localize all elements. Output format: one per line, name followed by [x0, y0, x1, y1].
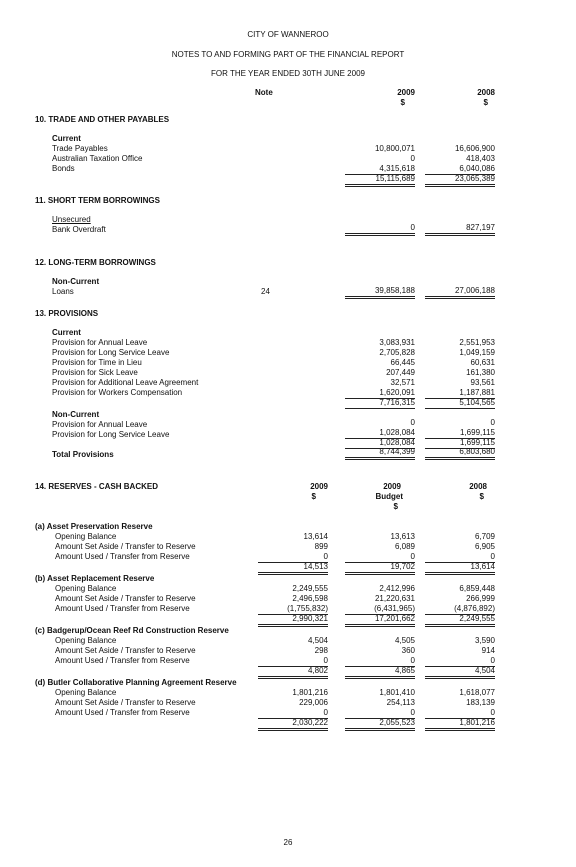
- s10-row-2008: 6,040,086: [425, 164, 495, 175]
- col-2009-unit: $: [400, 98, 405, 107]
- s12-row-2009: 39,858,188: [345, 286, 415, 299]
- col-note-header: Note: [255, 88, 273, 97]
- s14-row-actual: 0: [258, 708, 328, 719]
- s14-row-actual: 2,496,598: [292, 594, 328, 603]
- s14-group-total-actual: 4,802: [258, 666, 328, 679]
- s13-current-row-label: Provision for Annual Leave: [52, 338, 148, 347]
- s14-row-prior: 0: [425, 708, 495, 719]
- page-number: 26: [283, 838, 293, 847]
- s14-group-total-prior: 4,504: [425, 666, 495, 679]
- s14-row-budget: 4,505: [394, 636, 415, 645]
- s10-row-2008: 16,606,900: [454, 144, 495, 153]
- s14-row-budget: 6,089: [394, 542, 415, 551]
- s14-row-budget: 360: [401, 646, 415, 655]
- s14-row-label: Amount Set Aside / Transfer to Reserve: [55, 698, 196, 707]
- s14-row-actual: 298: [314, 646, 328, 655]
- s14-group-total-actual: 14,513: [258, 562, 328, 575]
- s10-row-2009: 0: [410, 154, 415, 163]
- report-org: CITY OF WANNEROO: [247, 30, 329, 39]
- s11-row-label: Bank Overdraft: [52, 225, 106, 234]
- s13-noncurrent-row-2008: 0: [490, 418, 495, 427]
- s14-row-prior: 183,139: [466, 698, 495, 707]
- col-2008-unit: $: [483, 98, 488, 107]
- s13-current-row-2009: 32,571: [390, 378, 415, 387]
- s13-total-2009: 8,744,399: [345, 447, 415, 460]
- s13-current-row-label: Provision for Long Service Leave: [52, 348, 170, 357]
- s14-group-total-budget: 4,865: [345, 666, 415, 679]
- s14-row-label: Amount Set Aside / Transfer to Reserve: [55, 646, 196, 655]
- s14-row-label: Opening Balance: [55, 688, 117, 697]
- s13-total-2008: 6,803,680: [425, 447, 495, 460]
- s14-row-prior: 0: [425, 552, 495, 563]
- s14-row-budget: 13,613: [390, 532, 415, 541]
- s14-row-budget: 21,220,631: [374, 594, 415, 603]
- report-title: NOTES TO AND FORMING PART OF THE FINANCIAL REPORT: [171, 50, 405, 59]
- s10-row-2008: 418,403: [466, 154, 495, 163]
- col-2008-header: 2008: [477, 88, 495, 97]
- s14-col-budget: Budget: [375, 492, 403, 501]
- s14-group-total-budget: 17,201,662: [345, 614, 415, 627]
- s10-row-label: Trade Payables: [52, 144, 108, 153]
- section-11-title: 11. SHORT TERM BORROWINGS: [35, 196, 160, 205]
- s14-row-prior: 0: [425, 656, 495, 667]
- s13-current-row-label: Provision for Additional Leave Agreement: [52, 378, 199, 387]
- s14-group-total-actual: 2,030,222: [258, 718, 328, 731]
- s14-group-total-actual: 2,990,321: [258, 614, 328, 627]
- s11-row-2009: 0: [345, 223, 415, 236]
- s14-row-budget: 0: [345, 552, 415, 563]
- s13-current-row-2008: 60,631: [470, 358, 495, 367]
- s14-row-actual: 2,249,555: [292, 584, 328, 593]
- s13-current-total-2008: 5,104,565: [425, 398, 495, 409]
- s11-row-2008: 827,197: [425, 223, 495, 236]
- s14-row-label: Opening Balance: [55, 636, 117, 645]
- s13-current-row-label: Provision for Time in Lieu: [52, 358, 142, 367]
- s14-row-budget: 2,412,996: [379, 584, 415, 593]
- s14-row-prior: 914: [481, 646, 495, 655]
- col-2009-header: 2009: [397, 88, 415, 97]
- s14-group-title: (c) Badgerup/Ocean Reef Rd Construction Reserve: [35, 626, 229, 635]
- s12-noncurrent-label: Non-Current: [52, 277, 100, 286]
- s14-row-label: Opening Balance: [55, 584, 117, 593]
- s12-row-label: Loans: [52, 287, 74, 296]
- s14-row-prior: 1,618,077: [459, 688, 495, 697]
- s10-current-label: Current: [52, 134, 81, 143]
- s14-row-actual: 899: [314, 542, 328, 551]
- s14-row-budget: 0: [345, 708, 415, 719]
- s14-group-total-prior: 2,249,555: [425, 614, 495, 627]
- s14-row-label: Amount Used / Transfer from Reserve: [55, 552, 190, 561]
- s13-noncurrent-total-2008: 1,699,115: [425, 438, 495, 449]
- s14-row-actual: (1,755,832): [258, 604, 328, 615]
- s13-noncurrent-row-2009: 0: [410, 418, 415, 427]
- s14-row-prior: 266,999: [466, 594, 495, 603]
- s14-group-total-budget: 19,702: [345, 562, 415, 575]
- section-13-title: 13. PROVISIONS: [35, 309, 99, 318]
- s14-col-2008: 2008: [469, 482, 487, 491]
- s14-col-budget-unit: $: [393, 502, 398, 511]
- s13-current-label: Current: [52, 328, 81, 337]
- s13-current-row-2009: 66,445: [390, 358, 415, 367]
- s14-row-label: Amount Set Aside / Transfer to Reserve: [55, 594, 196, 603]
- s13-current-row-2009: 3,083,931: [379, 338, 415, 347]
- s13-current-row-2009: 1,620,091: [345, 388, 415, 399]
- s13-current-row-2009: 2,705,828: [379, 348, 415, 357]
- s14-row-budget: (6,431,965): [345, 604, 415, 615]
- s14-row-label: Amount Set Aside / Transfer to Reserve: [55, 542, 196, 551]
- s11-unsecured-label: Unsecured: [52, 215, 91, 224]
- s10-row-label: Bonds: [52, 164, 75, 173]
- report-period: FOR THE YEAR ENDED 30TH JUNE 2009: [211, 69, 365, 78]
- s14-row-label: Amount Used / Transfer from Reserve: [55, 604, 190, 613]
- s14-col-2009: 2009: [310, 482, 328, 491]
- s14-group-total-budget: 2,055,523: [345, 718, 415, 731]
- s14-row-actual: 0: [258, 552, 328, 563]
- s14-row-budget: 1,801,410: [379, 688, 415, 697]
- s13-current-row-2009: 207,449: [386, 368, 415, 377]
- s10-total-2008: 23,065,389: [425, 174, 495, 187]
- s13-current-row-2008: 1,049,159: [459, 348, 495, 357]
- s13-current-total-2009: 7,716,315: [345, 398, 415, 409]
- s14-group-title: (a) Asset Preservation Reserve: [35, 522, 153, 531]
- section-10-title: 10. TRADE AND OTHER PAYABLES: [35, 115, 170, 124]
- s12-row-2008: 27,006,188: [425, 286, 495, 299]
- s13-current-row-2008: 1,187,881: [425, 388, 495, 399]
- s10-row-label: Australian Taxation Office: [52, 154, 143, 163]
- s14-col-budget-year: 2009: [383, 482, 401, 491]
- s14-row-actual: 4,504: [307, 636, 328, 645]
- s13-noncurrent-row-2009: 1,028,084: [345, 428, 415, 439]
- s14-row-budget: 0: [345, 656, 415, 667]
- s13-current-row-label: Provision for Workers Compensation: [52, 388, 183, 397]
- section-14-title: 14. RESERVES - CASH BACKED: [35, 482, 158, 491]
- section-12-title: 12. LONG-TERM BORROWINGS: [35, 258, 156, 267]
- s13-noncurrent-label: Non-Current: [52, 410, 100, 419]
- s14-row-actual: 13,614: [303, 532, 328, 541]
- s13-noncurrent-row-label: Provision for Long Service Leave: [52, 430, 170, 439]
- s14-row-label: Amount Used / Transfer from Reserve: [55, 656, 190, 665]
- s10-row-2009: 4,315,618: [345, 164, 415, 175]
- s14-row-label: Amount Used / Transfer from Reserve: [55, 708, 190, 717]
- s14-col-2008-unit: $: [479, 492, 484, 501]
- s14-row-prior: 6,709: [474, 532, 495, 541]
- s13-noncurrent-row-2008: 1,699,115: [425, 428, 495, 439]
- s13-current-row-2008: 2,551,953: [459, 338, 495, 347]
- s13-current-row-label: Provision for Sick Leave: [52, 368, 138, 377]
- s14-row-prior: 6,859,448: [459, 584, 495, 593]
- s13-total-label: Total Provisions: [52, 450, 114, 459]
- s13-noncurrent-row-label: Provision for Annual Leave: [52, 420, 148, 429]
- s14-row-label: Opening Balance: [55, 532, 117, 541]
- s14-row-prior: (4,876,892): [425, 604, 495, 615]
- s13-noncurrent-total-2009: 1,028,084: [345, 438, 415, 449]
- s14-row-actual: 229,006: [299, 698, 328, 707]
- s10-total-2009: 15,115,689: [345, 174, 415, 187]
- s13-current-row-2008: 93,561: [470, 378, 495, 387]
- s14-row-prior: 3,590: [474, 636, 495, 645]
- s14-row-actual: 0: [258, 656, 328, 667]
- s14-row-prior: 6,905: [474, 542, 495, 551]
- s14-row-actual: 1,801,216: [292, 688, 328, 697]
- s14-group-title: (d) Butler Collaborative Planning Agreement Reserve: [35, 678, 237, 687]
- s14-row-budget: 254,113: [386, 698, 415, 707]
- s14-col-2009-unit: $: [311, 492, 316, 501]
- s12-row-note: 24: [261, 287, 270, 296]
- s13-current-row-2008: 161,380: [466, 368, 495, 377]
- s14-group-title: (b) Asset Replacement Reserve: [35, 574, 155, 583]
- s14-group-total-prior: 13,614: [425, 562, 495, 575]
- s14-group-total-prior: 1,801,216: [425, 718, 495, 731]
- s10-row-2009: 10,800,071: [374, 144, 415, 153]
